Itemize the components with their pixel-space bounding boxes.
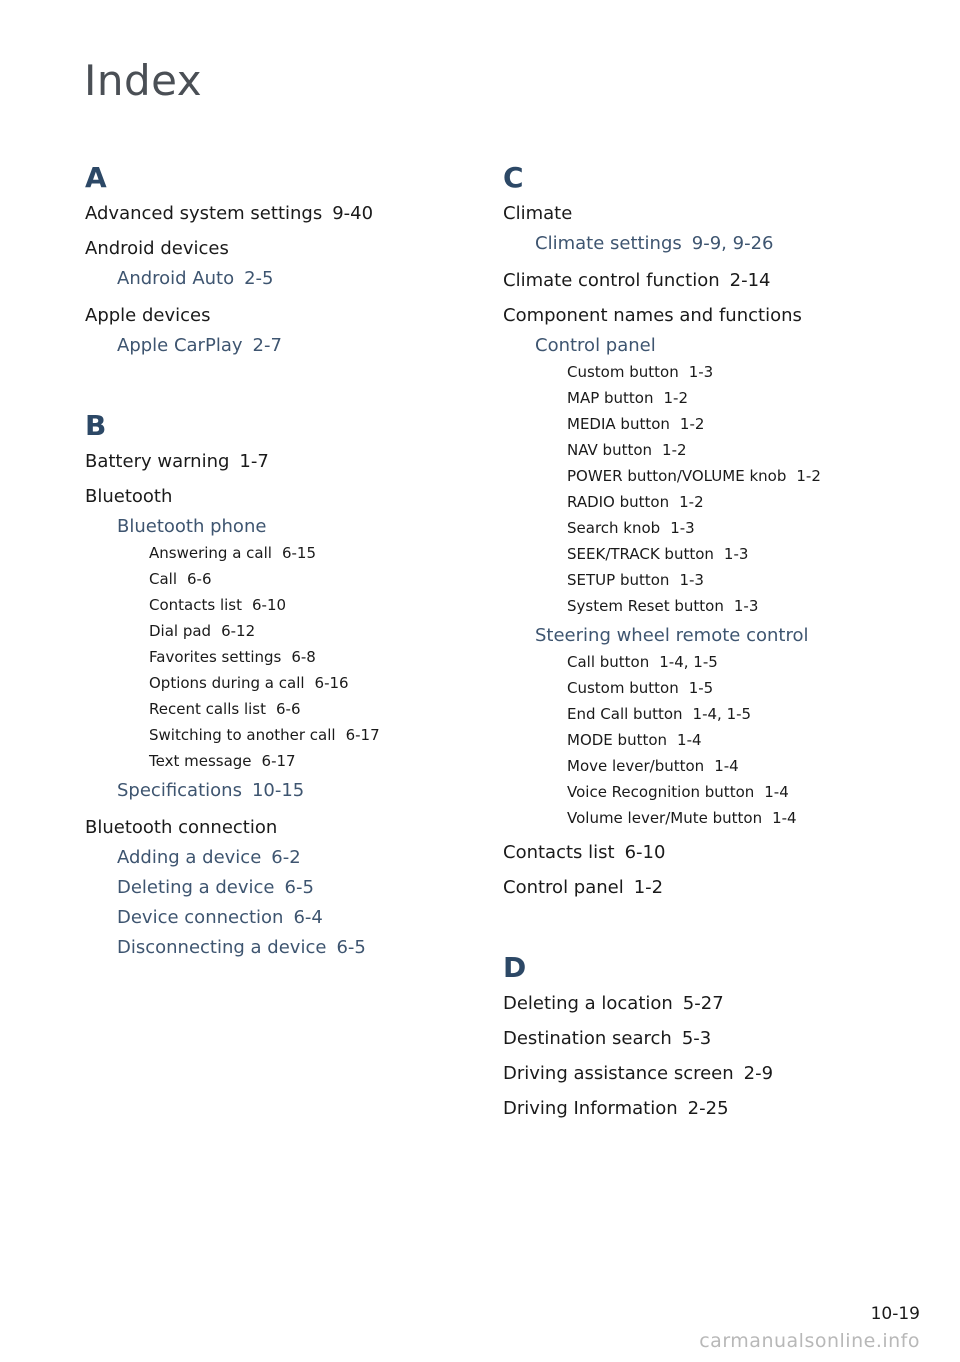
index-subentry (85, 267, 465, 291)
index-subentry (85, 515, 465, 539)
index-subsubentry (503, 596, 923, 616)
entry-page-ref: 2-7 (252, 335, 282, 356)
index-entry (503, 202, 923, 226)
entry-page-ref: 1-4 (677, 731, 702, 749)
index-subsubentry (85, 621, 465, 641)
entry-term: Device connection (117, 907, 284, 928)
index-entry (85, 816, 465, 840)
entry-page-ref: 2-9 (743, 1063, 774, 1084)
page-title: Index (84, 56, 203, 105)
entry-page-ref: 1-4 (714, 757, 739, 775)
entry-page-ref: 6-12 (221, 622, 256, 640)
entry-term: Android devices (85, 238, 229, 259)
index-subsubentry (503, 440, 923, 460)
entry-page-ref: 1-3 (688, 363, 714, 381)
entry-page-ref: 2-14 (729, 270, 771, 291)
index-entry (503, 876, 923, 900)
entry-page-ref: 1-4 (772, 809, 797, 827)
index-section-b (85, 406, 465, 960)
index-entry (503, 841, 923, 865)
index-subsubentry (503, 388, 923, 408)
index-subentry (85, 876, 465, 900)
index-section-c (503, 158, 923, 900)
index-subsubentry (503, 570, 923, 590)
index-subsubentry (85, 725, 465, 745)
entry-page-ref: 1-7 (239, 451, 269, 472)
entry-page-ref: 1-2 (633, 877, 664, 898)
entry-term: MAP button (567, 389, 654, 407)
entry-term: Climate (503, 203, 573, 224)
index-subsubentry (85, 569, 465, 589)
entry-page-ref: 6-16 (314, 674, 349, 692)
index-subentry (85, 779, 465, 803)
entry-term: Steering wheel remote control (535, 625, 809, 646)
entry-page-ref: 1-2 (796, 467, 821, 485)
entry-page-ref: 1-4, 1-5 (692, 705, 752, 723)
watermark: carmanualsonline.info (699, 1330, 920, 1352)
entry-term: Dial pad (149, 622, 212, 640)
entry-term: Text message (149, 752, 252, 770)
index-entry (503, 1027, 923, 1051)
entry-page-ref: 6-2 (271, 847, 301, 868)
entry-term: Call (149, 570, 178, 588)
entry-term: Move lever/button (567, 757, 705, 775)
entry-page-ref: 1-2 (679, 493, 704, 511)
entry-term: MODE button (567, 731, 668, 749)
entry-page-ref: 1-3 (679, 571, 704, 589)
index-subentry (85, 334, 465, 358)
index-subsubentry (503, 466, 923, 486)
entry-term: Deleting a device (117, 877, 275, 898)
index-subentry (85, 936, 465, 960)
entry-term: Custom button (567, 679, 679, 697)
entry-term: Answering a call (149, 544, 272, 562)
entry-term: NAV button (567, 441, 653, 459)
index-subsubentry (503, 730, 923, 750)
index-subsubentry (503, 414, 923, 434)
entry-term: Switching to another call (149, 726, 336, 744)
index-entry (85, 485, 465, 509)
entry-page-ref: 1-3 (733, 597, 759, 615)
entry-page-ref: 5-27 (682, 993, 724, 1014)
entry-term: Bluetooth connection (85, 817, 278, 838)
index-section-a (85, 158, 465, 358)
entry-term: End Call button (567, 705, 683, 723)
index-subentry (85, 906, 465, 930)
entry-term: Bluetooth phone (117, 516, 267, 537)
index-section-d (503, 948, 923, 1121)
entry-page-ref: 6-10 (251, 596, 287, 614)
entry-page-ref: 1-2 (662, 441, 687, 459)
index-subsubentry (85, 699, 465, 719)
index-entry (503, 1097, 923, 1121)
section-letter: B (85, 409, 107, 442)
entry-page-ref: 1-4, 1-5 (659, 653, 718, 671)
entry-term: Specifications (117, 780, 242, 801)
index-subentry (503, 232, 923, 256)
index-subentry (503, 334, 923, 358)
entry-term: Apple CarPlay (117, 335, 243, 356)
index-entry (85, 304, 465, 328)
entry-term: Favorites settings (149, 648, 282, 666)
index-subsubentry (503, 492, 923, 512)
entry-page-ref: 6-15 (281, 544, 316, 562)
entry-term: Call button (567, 653, 650, 671)
entry-term: RADIO button (567, 493, 670, 511)
page-number: 10-19 (870, 1304, 920, 1324)
entry-page-ref: 1-2 (663, 389, 688, 407)
entry-page-ref: 6-17 (261, 752, 296, 770)
entry-term: Android Auto (117, 268, 235, 289)
entry-page-ref: 6-17 (345, 726, 380, 744)
entry-term: Search knob (567, 519, 661, 537)
index-subsubentry (503, 808, 923, 828)
entry-page-ref: 1-2 (679, 415, 705, 433)
entry-term: Control panel (503, 877, 624, 898)
index-subsubentry (85, 595, 465, 615)
index-entry (503, 269, 923, 293)
section-letter: C (503, 161, 524, 194)
index-subsubentry (503, 782, 923, 802)
index-subsubentry (85, 673, 465, 693)
entry-term: Driving Information (503, 1098, 678, 1119)
entry-term: Contacts list (503, 842, 615, 863)
entry-term: Climate control function (503, 270, 720, 291)
entry-term: SETUP button (567, 571, 670, 589)
entry-term: Advanced system settings (85, 203, 323, 224)
entry-term: Bluetooth (85, 486, 173, 507)
entry-term: Options during a call (149, 674, 305, 692)
entry-page-ref: 6-4 (293, 907, 323, 928)
index-subsubentry (85, 751, 465, 771)
entry-page-ref: 6-8 (291, 648, 316, 666)
index-subsubentry (503, 362, 923, 382)
index-entry (85, 202, 465, 226)
entry-term: Driving assistance screen (503, 1063, 734, 1084)
index-entry (85, 450, 465, 474)
index-subsubentry (85, 647, 465, 667)
entry-term: Custom button (567, 363, 679, 381)
index-subsubentry (503, 652, 923, 672)
entry-page-ref: 6-10 (624, 842, 666, 863)
entry-term: Component names and functions (503, 305, 802, 326)
index-subsubentry (503, 544, 923, 564)
entry-page-ref: 6-6 (187, 570, 212, 588)
entry-term: Voice Recognition button (567, 783, 755, 801)
index-subentry (85, 846, 465, 870)
index-column-right (503, 158, 923, 1121)
entry-term: Disconnecting a device (117, 937, 327, 958)
entry-page-ref: 9-40 (332, 203, 374, 224)
entry-term: System Reset button (567, 597, 724, 615)
index-subsubentry (503, 704, 923, 724)
index-subsubentry (85, 543, 465, 563)
entry-page-ref: 5-3 (681, 1028, 712, 1049)
index-subsubentry (503, 756, 923, 776)
entry-term: SEEK/TRACK button (567, 545, 714, 563)
index-subsubentry (503, 518, 923, 538)
index-subentry (503, 624, 923, 648)
entry-term: Recent calls list (149, 700, 266, 718)
entry-term: Climate settings (535, 233, 682, 254)
entry-page-ref: 6-5 (336, 937, 366, 958)
entry-term: Contacts list (149, 596, 242, 614)
entry-page-ref: 6-5 (284, 877, 314, 898)
entry-page-ref: 9-9, 9-26 (691, 233, 774, 254)
entry-term: Volume lever/Mute button (567, 809, 763, 827)
entry-term: Battery warning (85, 451, 230, 472)
index-column-left (85, 158, 465, 960)
index-entry (503, 1062, 923, 1086)
section-letter: A (85, 161, 107, 194)
entry-term: Control panel (535, 335, 656, 356)
entry-term: Apple devices (85, 305, 211, 326)
entry-term: POWER button/VOLUME knob (567, 467, 787, 485)
entry-page-ref: 1-5 (688, 679, 714, 697)
index-entry (85, 237, 465, 261)
index-subsubentry (503, 678, 923, 698)
section-letter: D (503, 951, 527, 984)
entry-page-ref: 6-6 (276, 700, 301, 718)
entry-page-ref: 1-4 (764, 783, 789, 801)
entry-term: MEDIA button (567, 415, 670, 433)
entry-page-ref: 2-5 (244, 268, 274, 289)
entry-page-ref: 1-3 (723, 545, 749, 563)
entry-term: Destination search (503, 1028, 672, 1049)
index-entry (503, 992, 923, 1016)
entry-page-ref: 1-3 (670, 519, 695, 537)
entry-page-ref: 2-25 (687, 1098, 729, 1119)
entry-page-ref: 10-15 (251, 780, 305, 801)
entry-term: Adding a device (117, 847, 262, 868)
entry-term: Deleting a location (503, 993, 673, 1014)
index-entry (503, 304, 923, 328)
